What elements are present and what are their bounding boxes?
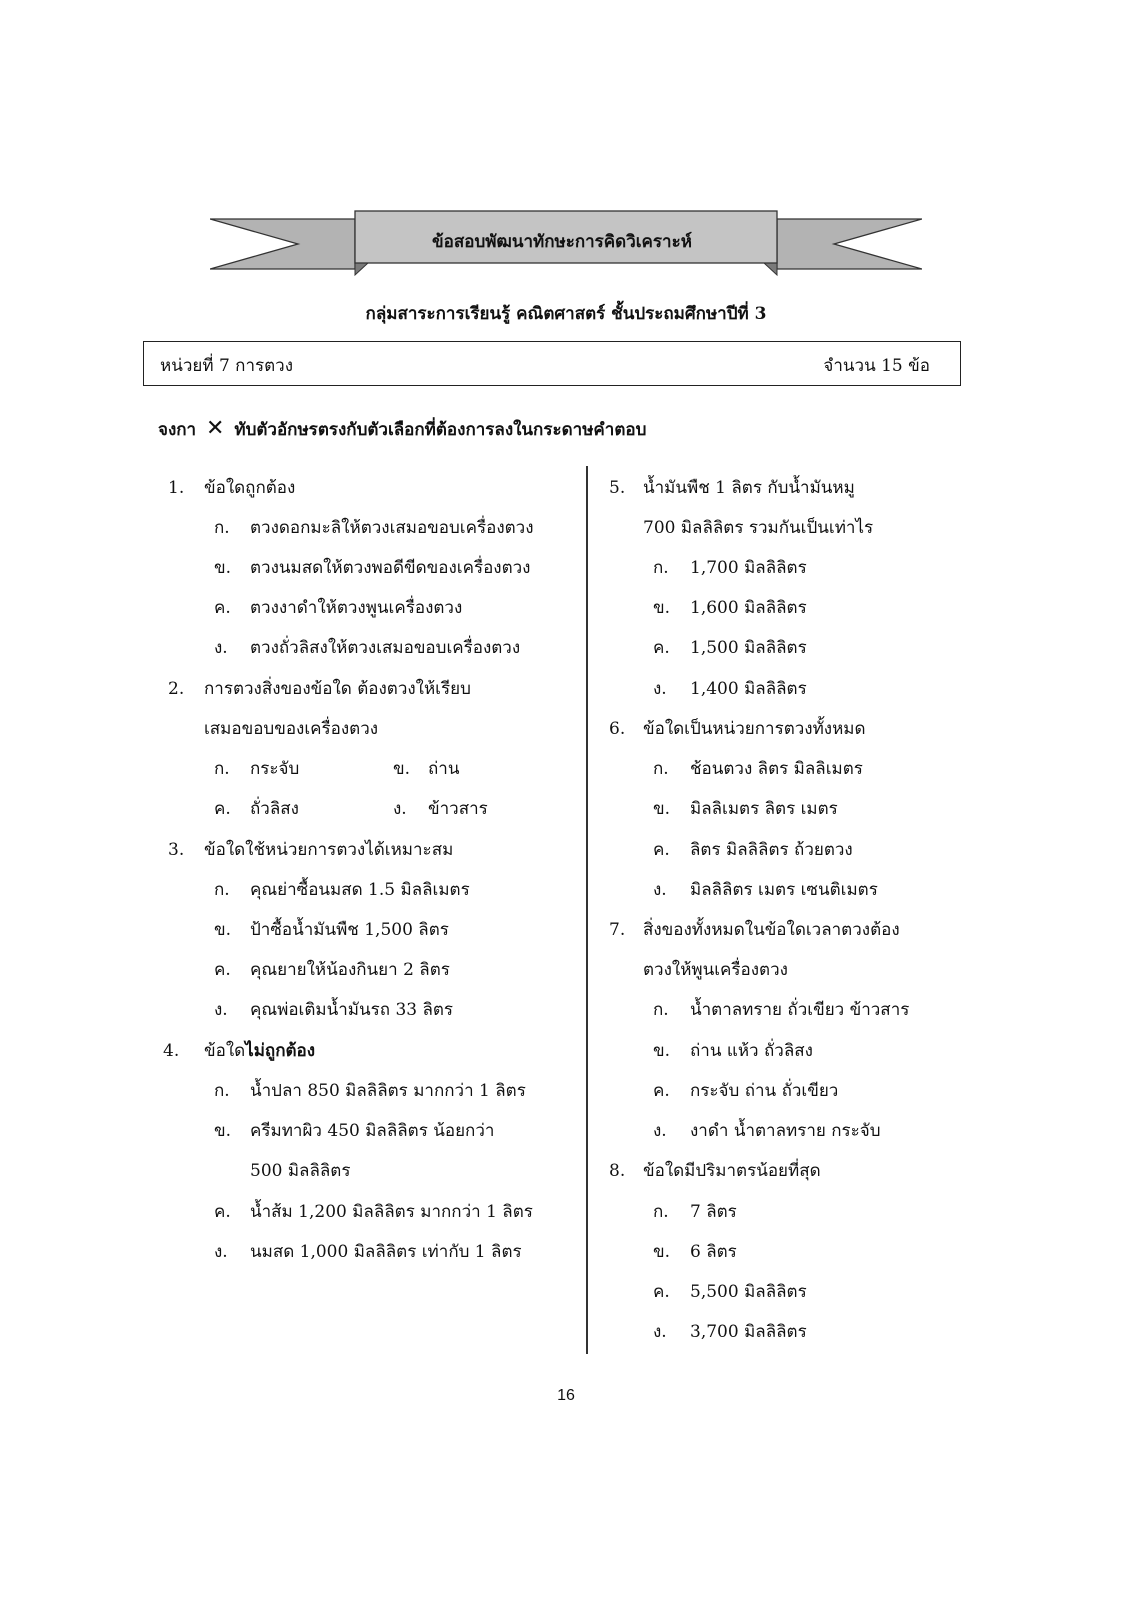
question-text: ข้อใดเป็นหน่วยการตวงทั้งหมด [643,719,866,739]
option-letter: ก. [653,759,669,779]
option-text: 5,500 มิลลิลิตร [690,1282,807,1302]
option-text: ถ่าน [428,759,460,779]
option-letter: ก. [653,1202,669,1222]
option-letter: ข. [214,1121,232,1141]
option-letter: ง. [653,880,667,900]
option-letter: ค. [653,638,670,658]
question-number: 7. [609,920,626,940]
option-letter: ง. [653,1322,667,1342]
question-number: 3. [168,840,185,860]
option-text: กระจับ [250,759,300,779]
exam-title: ข้อสอบพัฒนาทักษะการคิดวิเคราะห์ [432,231,692,252]
unit-info-box [143,341,961,386]
option-letter: ก. [214,880,230,900]
option-text: ป้าซื้อน้ำมันพืช 1,500 ลิตร [250,920,449,940]
option-letter: ก. [214,759,230,779]
question-text: น้ำมันพืช 1 ลิตร กับน้ำมันหมู [643,478,855,498]
question-text-cont: 700 มิลลิลิตร รวมกันเป็นเท่าไร [643,518,874,538]
option-letter: ง. [653,1121,667,1141]
column-divider [586,466,588,1354]
option-letter: ข. [653,598,671,618]
option-text: ตวงถั่วลิสงให้ตวงเสมอขอบเครื่องตวง [250,638,521,658]
option-letter: ก. [214,518,230,538]
question-text-a: ข้อใด [204,1041,246,1061]
option-text: 1,400 มิลลิลิตร [690,679,807,699]
option-text: มิลลิลิตร เมตร เซนติเมตร [690,880,878,900]
instruction [158,416,646,443]
option-text: ครีมทาผิว 450 มิลลิลิตร น้อยกว่า [250,1121,495,1141]
option-letter: ง. [214,638,228,658]
question-text: ข้อใดถูกต้อง [204,478,296,498]
option-text: 7 ลิตร [690,1202,737,1222]
option-text: ข้าวสาร [428,799,488,819]
option-letter: ง. [393,799,407,819]
option-letter: ข. [393,759,411,779]
option-letter: ค. [214,799,231,819]
instruction-after: ทับตัวอักษรตรงกับตัวเลือกที่ต้องการลงในกระดาษคำตอบ [234,420,647,440]
option-text: น้ำตาลทราย ถั่วเขียว ข้าวสาร [690,1000,910,1020]
subject-subtitle: กลุ่มสาระการเรียนรู้ คณิตศาสตร์ ชั้นประถมศึกษาปีที่ 3 [365,304,767,324]
option-text: 1,700 มิลลิลิตร [690,558,807,578]
option-letter: ง. [653,679,667,699]
option-text: คุณพ่อเติมน้ำมันรถ 33 ลิตร [250,1000,454,1020]
option-text: กระจับ ถ่าน ถั่วเขียว [690,1081,839,1101]
option-letter: ง. [214,1242,228,1262]
option-letter: ข. [214,920,232,940]
option-text: ถั่วลิสง [250,799,299,819]
option-text-cont: 500 มิลลิลิตร [250,1161,351,1181]
cross-mark-icon: ✕ [206,416,225,441]
option-text: ตวงนมสดให้ตวงพอดีขีดของเครื่องตวง [250,558,531,578]
option-text: 6 ลิตร [690,1242,737,1262]
option-letter: ข. [653,1242,671,1262]
option-letter: ค. [653,1282,670,1302]
option-letter: ค. [214,1202,231,1222]
option-letter: ก. [214,1081,230,1101]
question-text-cont: เสมอขอบของเครื่องตวง [204,719,379,739]
option-text: 1,600 มิลลิลิตร [690,598,807,618]
question-text: ข้อใดใช้หน่วยการตวงได้เหมาะสม [204,840,454,860]
question-number: 2. [168,679,185,699]
option-letter: ง. [214,1000,228,1020]
option-text: งาดำ น้ำตาลทราย กระจับ [690,1121,881,1141]
option-text: ช้อนตวง ลิตร มิลลิเมตร [690,759,863,779]
option-text: ลิตร มิลลิลิตร ถ้วยตวง [690,840,853,860]
option-letter: ค. [214,960,231,980]
question-number: 4. [163,1041,180,1061]
question-number: 1. [168,478,185,498]
option-letter: ก. [653,558,669,578]
question-count: จำนวน 15 ข้อ [823,356,930,376]
question-number: 8. [609,1161,626,1181]
option-letter: ก. [653,1000,669,1020]
question-text: การตวงสิ่งของข้อใด ต้องตวงให้เรียบ [204,679,471,699]
option-text: มิลลิเมตร ลิตร เมตร [690,799,838,819]
option-text: คุณยายให้น้องกินยา 2 ลิตร [250,960,450,980]
option-letter: ค. [214,598,231,618]
option-letter: ค. [653,1081,670,1101]
option-letter: ข. [653,1041,671,1061]
question-number: 6. [609,719,626,739]
question-text: ข้อใดมีปริมาตรน้อยที่สุด [643,1161,821,1181]
question-text-cont: ตวงให้พูนเครื่องตวง [643,960,788,980]
option-text: นมสด 1,000 มิลลิลิตร เท่ากับ 1 ลิตร [250,1242,522,1262]
option-text: น้ำส้ม 1,200 มิลลิลิตร มากกว่า 1 ลิตร [250,1202,533,1222]
question-text-emphasis: ไม่ถูกต้อง [245,1041,316,1061]
unit-label: หน่วยที่ 7 การตวง [160,356,294,376]
option-text: น้ำปลา 850 มิลลิลิตร มากกว่า 1 ลิตร [250,1081,526,1101]
option-letter: ข. [653,799,671,819]
option-text: 3,700 มิลลิลิตร [690,1322,807,1342]
option-text: ตวงงาดำให้ตวงพูนเครื่องตวง [250,598,463,618]
question-number: 5. [609,478,626,498]
option-text: ตวงดอกมะลิให้ตวงเสมอขอบเครื่องตวง [250,518,534,538]
option-text: 1,500 มิลลิลิตร [690,638,807,658]
question-text [204,1040,315,1062]
option-letter: ค. [653,840,670,860]
page-number: 16 [557,1387,575,1404]
question-text: สิ่งของทั้งหมดในข้อใดเวลาตวงต้อง [643,920,900,940]
option-text: ถ่าน แห้ว ถั่วลิสง [690,1041,813,1061]
instruction-before: จงกา [158,420,197,440]
option-letter: ข. [214,558,232,578]
option-text: คุณย่าซื้อนมสด 1.5 มิลลิเมตร [250,880,470,900]
